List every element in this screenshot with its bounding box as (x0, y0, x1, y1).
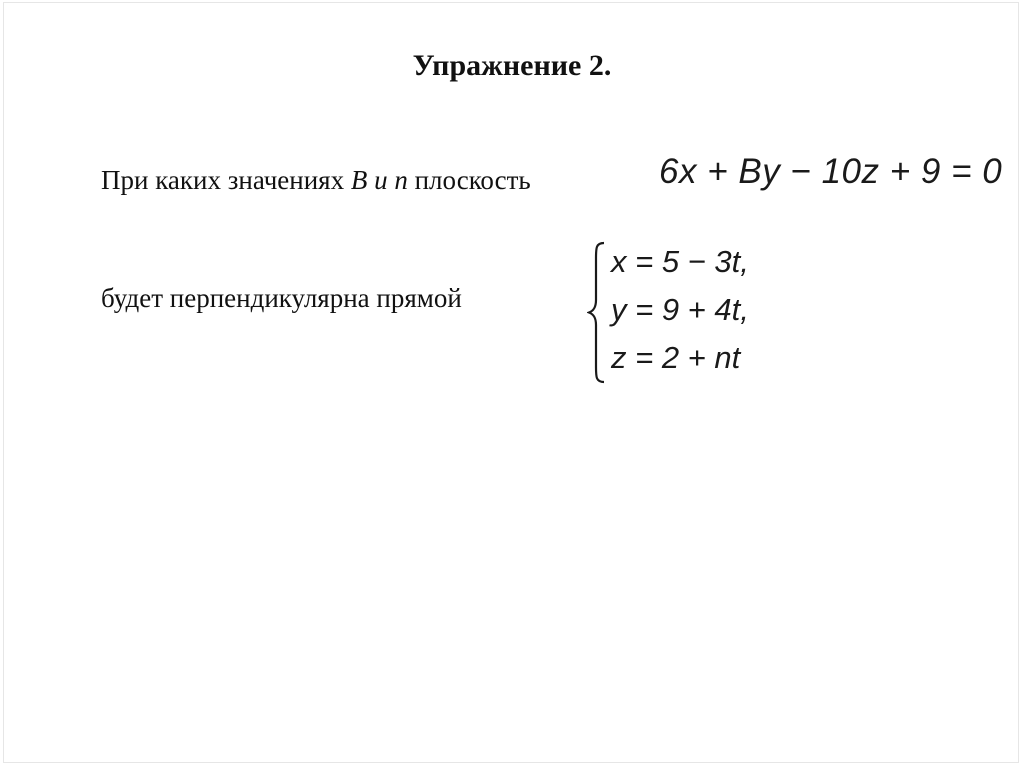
system-equation-y: y = 9 + 4t, (611, 292, 749, 327)
question-suffix: плоскость (407, 165, 531, 195)
conjunction: и (367, 165, 395, 195)
variable-n: n (394, 165, 408, 195)
left-brace-icon (587, 240, 607, 385)
question-prefix: При каких значениях (101, 165, 351, 195)
system-equation-z: z = 2 + nt (611, 340, 741, 375)
system-equation-x: x = 5 − 3t, (611, 244, 749, 279)
line-equation-system (587, 240, 807, 385)
variable-b: B (350, 165, 368, 195)
perpendicular-line-text: будет перпендикулярна прямой (101, 283, 462, 313)
slide-frame (3, 2, 1019, 763)
plane-equation: 6x + By − 10z + 9 = 0 (659, 152, 1003, 191)
page-title: Упражнение 2. (412, 49, 612, 82)
question-line (101, 165, 531, 196)
